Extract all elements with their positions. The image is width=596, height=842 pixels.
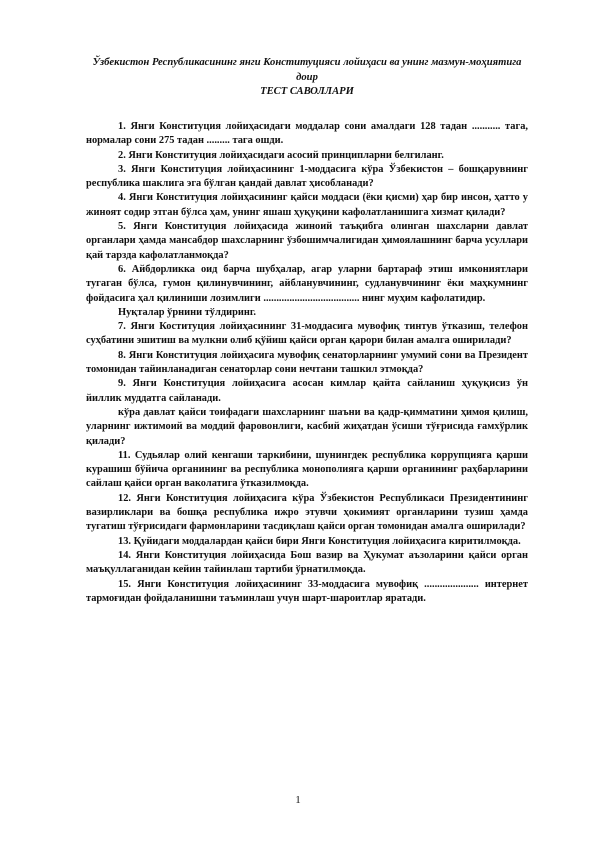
- question-1: 1. Янги Конституция лойиҳасидаги моддалар сони амалдаги 128 тадан ........... тага, нормалар сони 275 тадан ......... тага ошди.: [86, 121, 528, 147]
- question-15: 15. Янги Конституция лойиҳасининг 33-моддасига мувофиқ ..................... интернет тармоғидан фойдаланишни таъминлаш учун шарт-шароитлар яратади.: [86, 578, 528, 604]
- question-11: 11. Судьялар олий кенгаши таркибини, шунингдек республика коррупцияга қарши курашиш бўйича органининг ва республика монополияга қарши органининг раҳбарларини сайлаш қайси орган ваколатига ўтказилмоқда.: [86, 449, 528, 490]
- question-12: 12. Янги Конституция лойиҳасига кўра Ўзбекистон Республикаси Президентининг вазирликлари ва бошқа республика ижро этувчи ҳокимият органларини тузиш ҳамда тугатиш тўғрисидаги фармонларини тасдиқлаш қайси орган томонидан амалга оширилади?: [86, 492, 528, 533]
- question-5: 5. Янги Конституция лойиҳасида жиноий таъқибга олинган шахсларни давлат органлари ҳамда мансабдор шахсларнинг ўзбошимчалигидан ҳимоялашнинг барча усуллари қай тарзда кафолатланмоқда?: [86, 221, 528, 261]
- document-title: Ўзбекистон Республикасининг янги Конституцияси лойиҳаси ва унинг мазмун-моҳиятига доир: [92, 57, 522, 83]
- instruction-fill-blanks: Нуқталар ўрнини тўлдиринг.: [118, 306, 256, 318]
- document-header: [86, 56, 528, 100]
- question-10: кўра давлат қайси тоифадаги шахсларнинг шаъни ва қадр-қимматини ҳимоя қилиш, уларнинг ижтимоий ва моддий фаровонлиги, касбий жиҳатдан ўсиши тўғрисида ғамхўрлик қилади?: [86, 406, 528, 447]
- question-4: 4. Янги Конституция лойиҳасининг қайси моддаси (ёки қисми) ҳар бир инсон, ҳатто у жиноят содир этган бўлса ҳам, унинг яшаш ҳуқуқини кафолатланишига хизмат қилади?: [86, 192, 528, 218]
- question-14: 14. Янги Конституция лойиҳасида Бош вазир ва Ҳукумат аъзоларини қайси орган маъқуллаганидан кейин тайинлаш тартиби ўрнатилмоқда.: [86, 549, 528, 576]
- question-6: 6. Айбдорликка оид барча шубҳалар, агар уларни бартараф этиш имкониятлари тугаган бўлса, гумон қилинувчининг, айбланувчининг, судланувчининг ёки маҳкумнинг фойдасига ҳал қилиниши лозимлиги ..................................... нинг муҳим кафолатидир.: [86, 263, 528, 304]
- question-7: 7. Янги Коституция лойиҳасининг 31-моддасига мувофиқ тинтув ўтказиш, телефон суҳбатини эшитиш ва мулкни олиб қўйиш қайси орган қарори билан амалга оширилади?: [86, 321, 528, 347]
- question-9: 9. Янги Конституция лойиҳасига асосан кимлар қайта сайланиш ҳуқуқисиз ўн йиллик муддатга сайланади.: [86, 378, 528, 404]
- page-number: 1: [295, 794, 301, 806]
- document-subtitle: ТЕСТ САВОЛЛАРИ: [260, 86, 354, 97]
- question-13: 13. Қуйидаги моддалардан қайси бири Янги Конституция лойиҳасига киритилмоқда.: [118, 535, 521, 547]
- question-3: 3. Янги Конституция лойиҳасининг 1-моддасига кўра Ўзбекистон – бошқарувнинг республика шаклига эга бўлган қандай давлат ҳисобланади?: [86, 163, 528, 190]
- question-8: 8. Янги Конституция лойиҳасига мувофиқ сенаторларнинг умумий сони ва Президент томонидан тайинланадиган сенаторлар сони нечтани ташкил этмоқда?: [86, 349, 528, 376]
- question-2: 2. Янги Конституция лойиҳасидаги асосий принципларни белгиланг.: [118, 149, 444, 161]
- questions-list: [86, 120, 528, 606]
